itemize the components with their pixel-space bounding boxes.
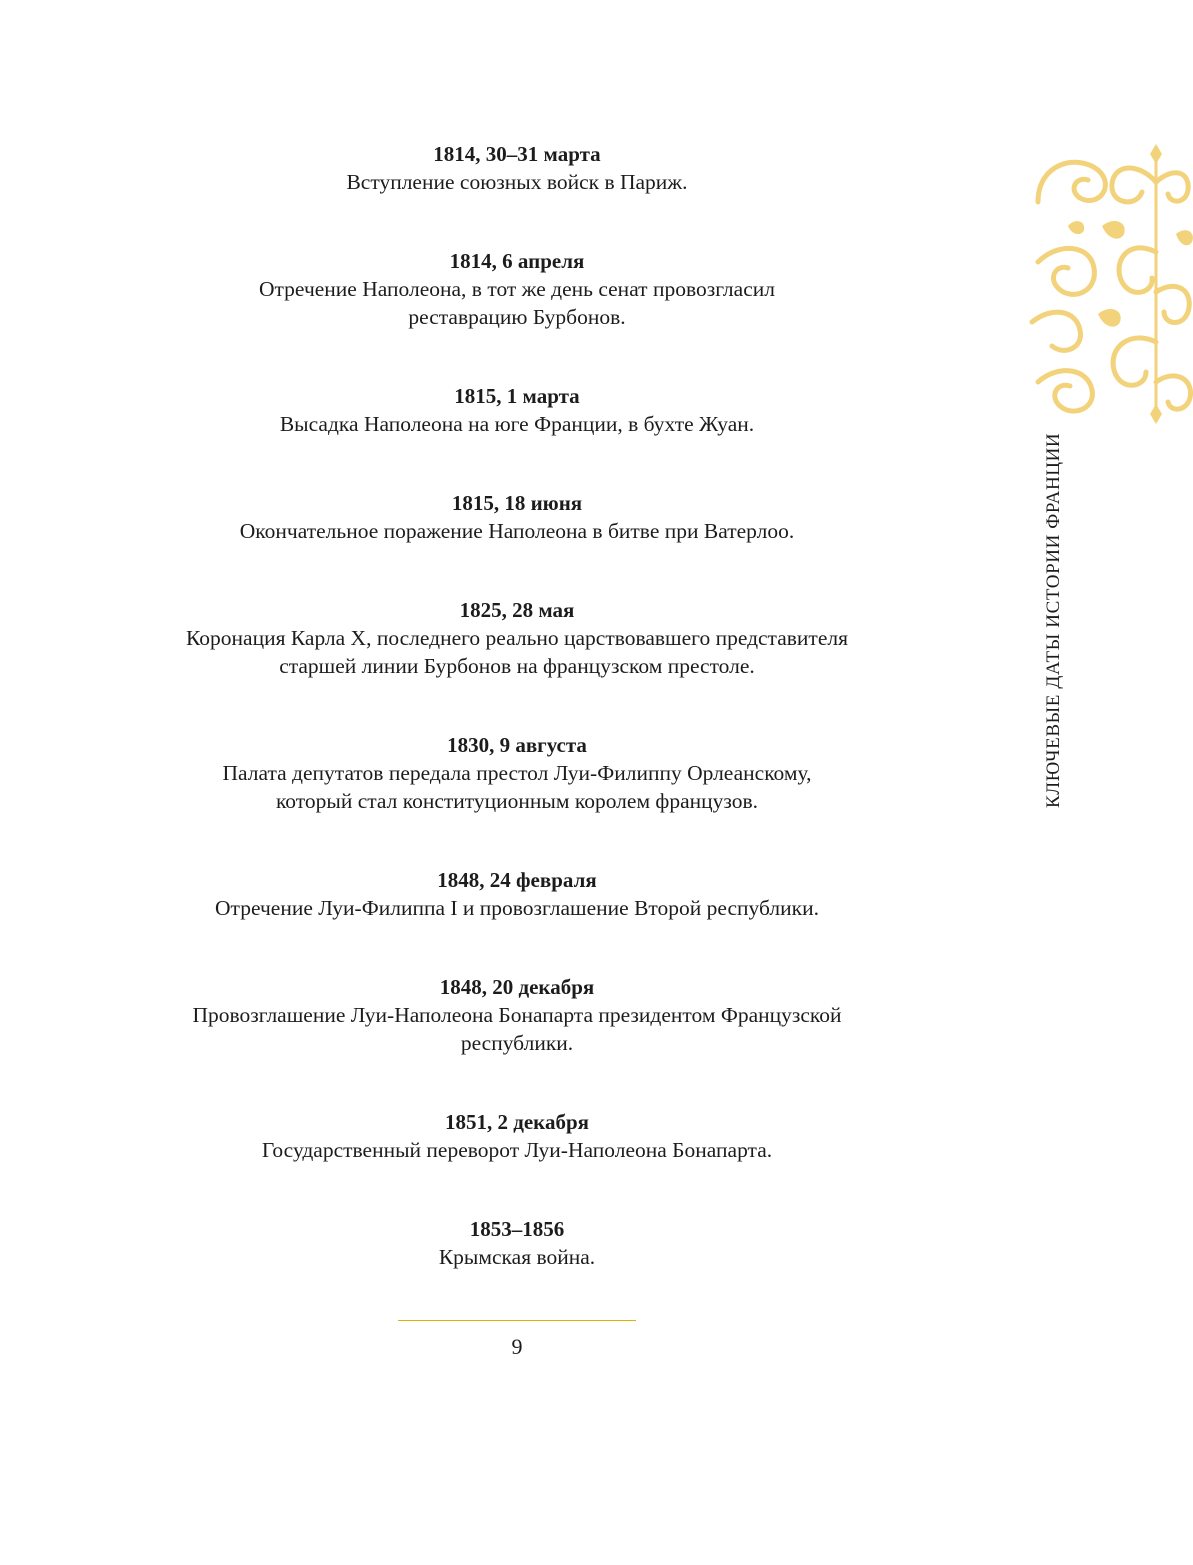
page-number: 9: [511, 1334, 523, 1359]
entry-date: 1853–1856: [469, 1217, 565, 1241]
entry-date: 1815, 18 июня: [451, 491, 583, 515]
baroque-flourish-ornament-icon: [1028, 142, 1193, 426]
entry-desc-line: Вступление союзных войск в Париж.: [346, 170, 688, 194]
entry-desc-line: Коронация Карла X, последнего реально царствовавшего представителя: [186, 626, 848, 650]
entry-desc-line: который стал конституционным королем французов.: [275, 789, 759, 813]
timeline-entry: [108, 382, 926, 438]
timeline-entry: [108, 489, 926, 545]
timeline-entry: [108, 866, 926, 922]
entry-desc-line: Высадка Наполеона на юге Франции, в бухте Жуан.: [279, 412, 755, 436]
timeline-entry: [108, 731, 926, 815]
entry-desc-line: Отречение Луи-Филиппа I и провозглашение Второй республики.: [215, 896, 819, 920]
entry-date: 1815, 1 марта: [454, 384, 580, 408]
timeline: [108, 140, 926, 1271]
timeline-entry: [108, 247, 926, 331]
timeline-entry: [108, 140, 926, 196]
entry-date: 1848, 20 декабря: [439, 975, 595, 999]
entry-desc-line: Окончательное поражение Наполеона в битве при Ватерлоо.: [239, 519, 795, 543]
entry-date: 1814, 6 апреля: [449, 249, 585, 273]
entry-desc-line: реставрацию Бурбонов.: [408, 305, 626, 329]
entry-desc-line: Отречение Наполеона, в тот же день сенат провозгласил: [259, 277, 775, 301]
entry-date: 1830, 9 августа: [447, 733, 587, 757]
footer-rule: [398, 1320, 636, 1321]
timeline-entry: [108, 1108, 926, 1164]
timeline-entry: [108, 596, 926, 680]
section-side-title: КЛЮЧЕВЫЕ ДАТЫ ИСТОРИИ ФРАНЦИИ: [1043, 432, 1064, 808]
entry-date: 1814, 30–31 марта: [433, 142, 601, 166]
timeline-entry: [108, 973, 926, 1057]
entry-desc-line: Государственный переворот Луи-Наполеона Бонапарта.: [261, 1138, 773, 1162]
entry-desc-line: Крымская война.: [438, 1245, 596, 1269]
entry-desc-line: старшей линии Бурбонов на французском престоле.: [279, 654, 755, 678]
entry-desc-line: Палата депутатов передала престол Луи-Филиппу Орлеанскому,: [222, 761, 812, 785]
entry-date: 1825, 28 мая: [459, 598, 575, 622]
timeline-entry: [108, 1215, 926, 1271]
entry-date: 1851, 2 декабря: [444, 1110, 590, 1134]
entry-desc-line: республики.: [460, 1031, 574, 1055]
entry-date: 1848, 24 февраля: [437, 868, 597, 892]
entry-desc-line: Провозглашение Луи-Наполеона Бонапарта президентом Французской: [192, 1003, 842, 1027]
